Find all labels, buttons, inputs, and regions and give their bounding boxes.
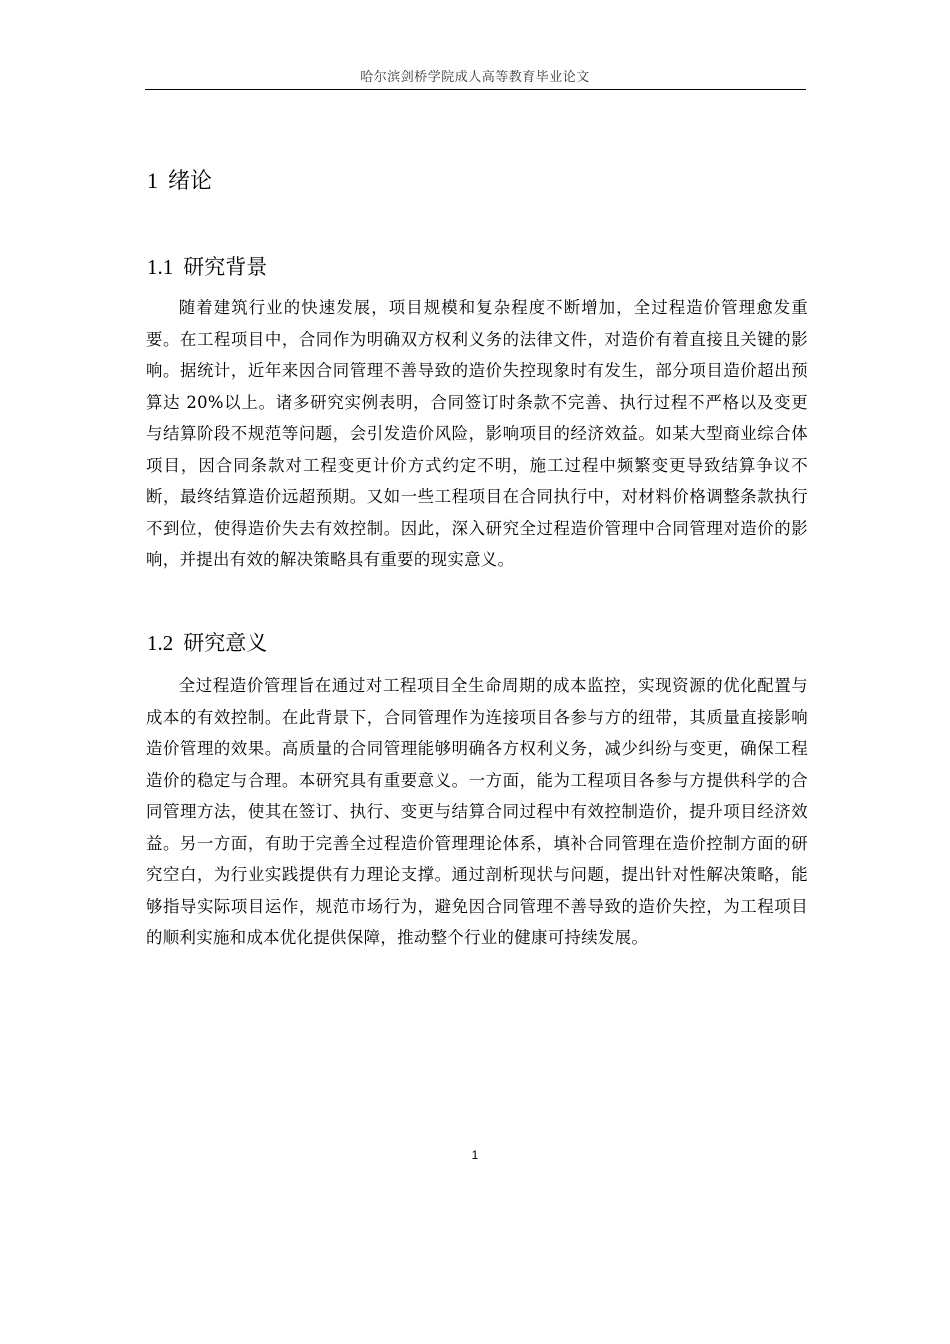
section-title: 研究意义 (183, 631, 268, 655)
section-number: 1.2 (147, 631, 174, 655)
chapter-heading (147, 164, 212, 195)
running-header: 哈尔滨剑桥学院成人高等教育毕业论文 (360, 70, 590, 85)
section-number: 1.1 (147, 255, 174, 279)
chapter-number: 1 (147, 168, 158, 193)
page-number: 1 (471, 1148, 479, 1162)
section-heading-1-2 (147, 627, 267, 657)
section-title: 研究背景 (183, 255, 268, 279)
chapter-title: 绪论 (168, 169, 213, 194)
section-heading-1-1 (147, 251, 267, 281)
header-rule (145, 89, 806, 90)
section-paragraph-significance: 全过程造价管理旨在通过对工程项目全生命周期的成本监控，实现资源的优化配置与成本的有效控制。在此背景下，合同管理作为连接项目各参与方的纽带，其质量直接影响造价管理的效果。高质量的合同管理能够明确各方权利义务，减少纠纷与变更，确保工程造价的稳定与合理。本研究具有重要意义。一方面，能为工程项目各参与方提供科学的合同管理方法，使其在签订、执行、变更与结算合同过程中有效控制造价，提升项目经济效益。另一方面，有助于完善全过程造价管理理论体系，填补合同管理在造价控制方面的研究空白，为行业实践提供有力理论支撑。通过剖析现状与问题，提出针对性解决策略，能够指导实际项目运作，规范市场行为，避免因合同管理不善导致的造价失控，为工程项目的顺利实施和成本优化提供保障，推动整个行业的健康可持续发展。 (146, 676, 808, 947)
section-paragraph-background: 随着建筑行业的快速发展，项目规模和复杂程度不断增加，全过程造价管理愈发重要。在工程项目中，合同作为明确双方权利义务的法律文件，对造价有着直接且关键的影响。据统计，近年来因合同管理不善导致的造价失控现象时有发生，部分项目造价超出预算达 20%以上。诸多研究实例表明，合同签订时条款不完善、执行过程不严格以及变更与结算阶段不规范等问题，会引发造价风险，影响项目的经济效益。如某大型商业综合体项目，因合同条款对工程变更计价方式约定不明，施工过程中频繁变更导致结算争议不断，最终结算造价远超预期。又如一些工程项目在合同执行中，对材料价格调整条款执行不到位，使得造价失去有效控制。因此，深入研究全过程造价管理中合同管理对造价的影响，并提出有效的解决策略具有重要的现实意义。 (146, 298, 808, 569)
